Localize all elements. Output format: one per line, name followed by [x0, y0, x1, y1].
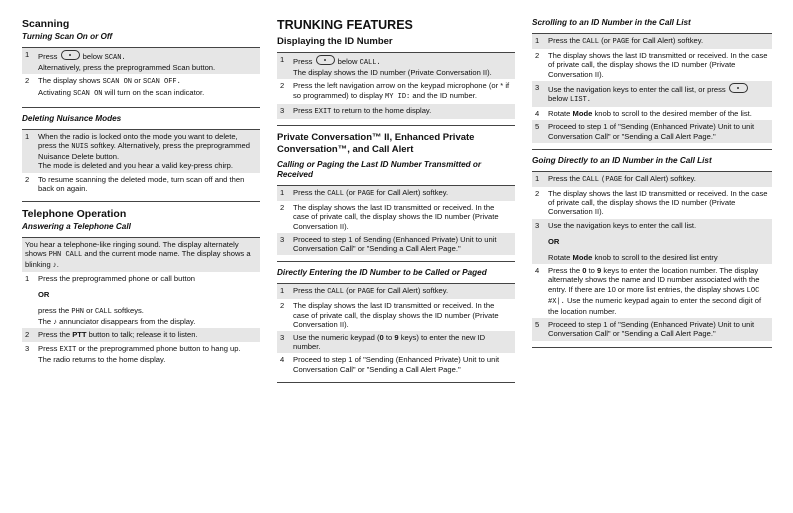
list-item: 3 Proceed to step 1 of Sending (Enhanced Private) Unit to unit Conversation Call" or "Sending a Call Alert Page.": [277, 233, 515, 255]
list-item: 1 Press the CALL (or PAGE for Call Alert) softkey.: [532, 34, 772, 49]
list-item: 4 Rotate Mode knob to scroll to the desired member of the list.: [535, 109, 752, 119]
phone-title: Telephone Operation: [22, 208, 127, 221]
note-icon: ♪.: [52, 260, 59, 270]
list-item: 2 The display shows the last ID transmitted or received. In the case of private call, the display shows the ID number (Private Conversation II).: [535, 51, 768, 79]
scanning-title: Scanning: [22, 18, 70, 30]
list-item: 2 The display shows the last ID transmitted or received. In the case of private call, the display shows the ID number (Private Conversation II).: [535, 189, 768, 217]
divider: [532, 347, 772, 348]
answer-subtitle: Answering a Telephone Call: [22, 222, 131, 232]
display-steps: [277, 53, 515, 119]
list-item: 4 Press the 0 to 9 keys to enter the location number. The display alternately shows the name and ID number associated with the entry. If there are 10 or more list entries, the display shows LOC #X|. Use the numeric keypad again to enter the second digit of the location number.: [535, 266, 762, 317]
list-item: 2 The display shows SCAN ON or SCAN OFF. Activating SCAN ON will turn on the scan indicator.: [25, 76, 205, 98]
list-item: 1 Press the CALL (or PAGE for Call Alert) softkey.: [277, 284, 515, 299]
scan-onoff-subtitle: Turning Scan On or Off: [22, 32, 113, 41]
list-item: 1 Press the CALL (PAGE for Call Alert) softkey.: [532, 172, 772, 187]
nuisance-steps: [22, 130, 260, 195]
phone-intro: You hear a telephone-like ringing sound. The display alternately shows PHN CALL and the current mode name. The display shows a blinking ♪.: [22, 238, 260, 272]
list-item: 1 When the radio is locked onto the mode you want to delete, press the NUIS softkey. Alternatively, press the preprogrammed Nuisance Delete button. The mode is deleted and you hear a valid key-press chirp.: [22, 130, 260, 173]
list-item: 2 Press the left navigation arrow on the keypad microphone (or * if so programmed) to display MY ID: and the ID number.: [280, 81, 510, 101]
direct-steps: [277, 284, 515, 376]
scroll-subtitle: Scrolling to an ID Number in the Call List: [532, 18, 691, 27]
going-subtitle: Going Directly to an ID Number in the Call List: [532, 155, 712, 165]
list-item: 1 Press below CALL. The display shows the ID number (Private Conversation II).: [277, 53, 515, 79]
list-item: 2 The display shows the last ID transmitted or received. In the case of private call, the display shows the ID number (Private Conversation II).: [280, 203, 499, 231]
list-item: 2 The display shows the last ID transmitted or received. In the case of private call, the display shows the ID number (Private Conversation II).: [280, 301, 499, 329]
softkey-icon: [316, 55, 335, 65]
list-item: 5 Proceed to step 1 of "Sending (Enhanced Private) Unit to unit Conversation Call" or "Sending a Call Alert Page.": [532, 318, 772, 340]
list-item: 4 Proceed to step 1 of "Sending (Enhanced Private) Unit to unit Conversation Call" or "Sending a Call Alert Page.": [280, 355, 500, 374]
column-right: [532, 18, 772, 348]
calling-subtitle: Calling or Paging the Last ID Number Transmitted or Received: [277, 160, 482, 180]
display-id-title: Displaying the ID Number: [277, 36, 393, 47]
column-middle: [277, 18, 515, 383]
list-item: 3 Use the navigation keys to enter the call list. OR Rotate Mode knob to scroll to the desired list entry: [532, 219, 772, 265]
list-item: 1 Press the preprogrammed phone or call button OR press the PHN or CALL softkeys. The ♪ annunciator disappears from the display.: [25, 273, 196, 327]
list-item: 5 Proceed to step 1 of "Sending (Enhanced Private) Unit to unit Conversation Call" or "Sending a Call Alert Page.": [532, 120, 772, 142]
scroll-steps: [532, 34, 772, 143]
column-left: [22, 18, 260, 372]
list-item: 2 To resume scanning the deleted mode, turn scan off and then back on again.: [25, 174, 245, 193]
list-item: 3 Use the numeric keypad (0 to 9 keys) to enter the new ID number.: [277, 331, 515, 353]
calling-steps: [277, 186, 515, 255]
private-title: Private Conversation™ II, Enhanced Private Conversation™, and Call Alert: [277, 132, 475, 156]
direct-subtitle: Directly Entering the ID Number to be Called or Paged: [277, 268, 487, 278]
trunking-title: TRUNKING FEATURES: [277, 18, 413, 32]
nuisance-subtitle: Deleting Nuisance Modes: [22, 113, 122, 123]
list-item: 3 Use the navigation keys to enter the call list, or press below LIST.: [532, 81, 772, 107]
softkey-icon: [729, 83, 748, 93]
scan-steps: [22, 48, 260, 101]
list-item: 3 Press EXIT to return to the home display.: [277, 104, 515, 119]
list-item: 1 Press below SCAN. Alternatively, press the preprogrammed Scan button.: [22, 48, 260, 74]
note-icon: ♪: [53, 317, 58, 327]
divider: [277, 382, 515, 383]
phone-steps: [22, 272, 260, 366]
softkey-icon: [61, 50, 80, 60]
list-item: 1 Press the CALL (or PAGE for Call Alert) softkey.: [277, 186, 515, 201]
list-item: 3 Press EXIT or the preprogrammed phone button to hang up. The radio returns to the home display.: [25, 343, 241, 364]
going-steps: [532, 172, 772, 341]
list-item: 2 Press the PTT button to talk; release it to listen.: [22, 328, 260, 341]
